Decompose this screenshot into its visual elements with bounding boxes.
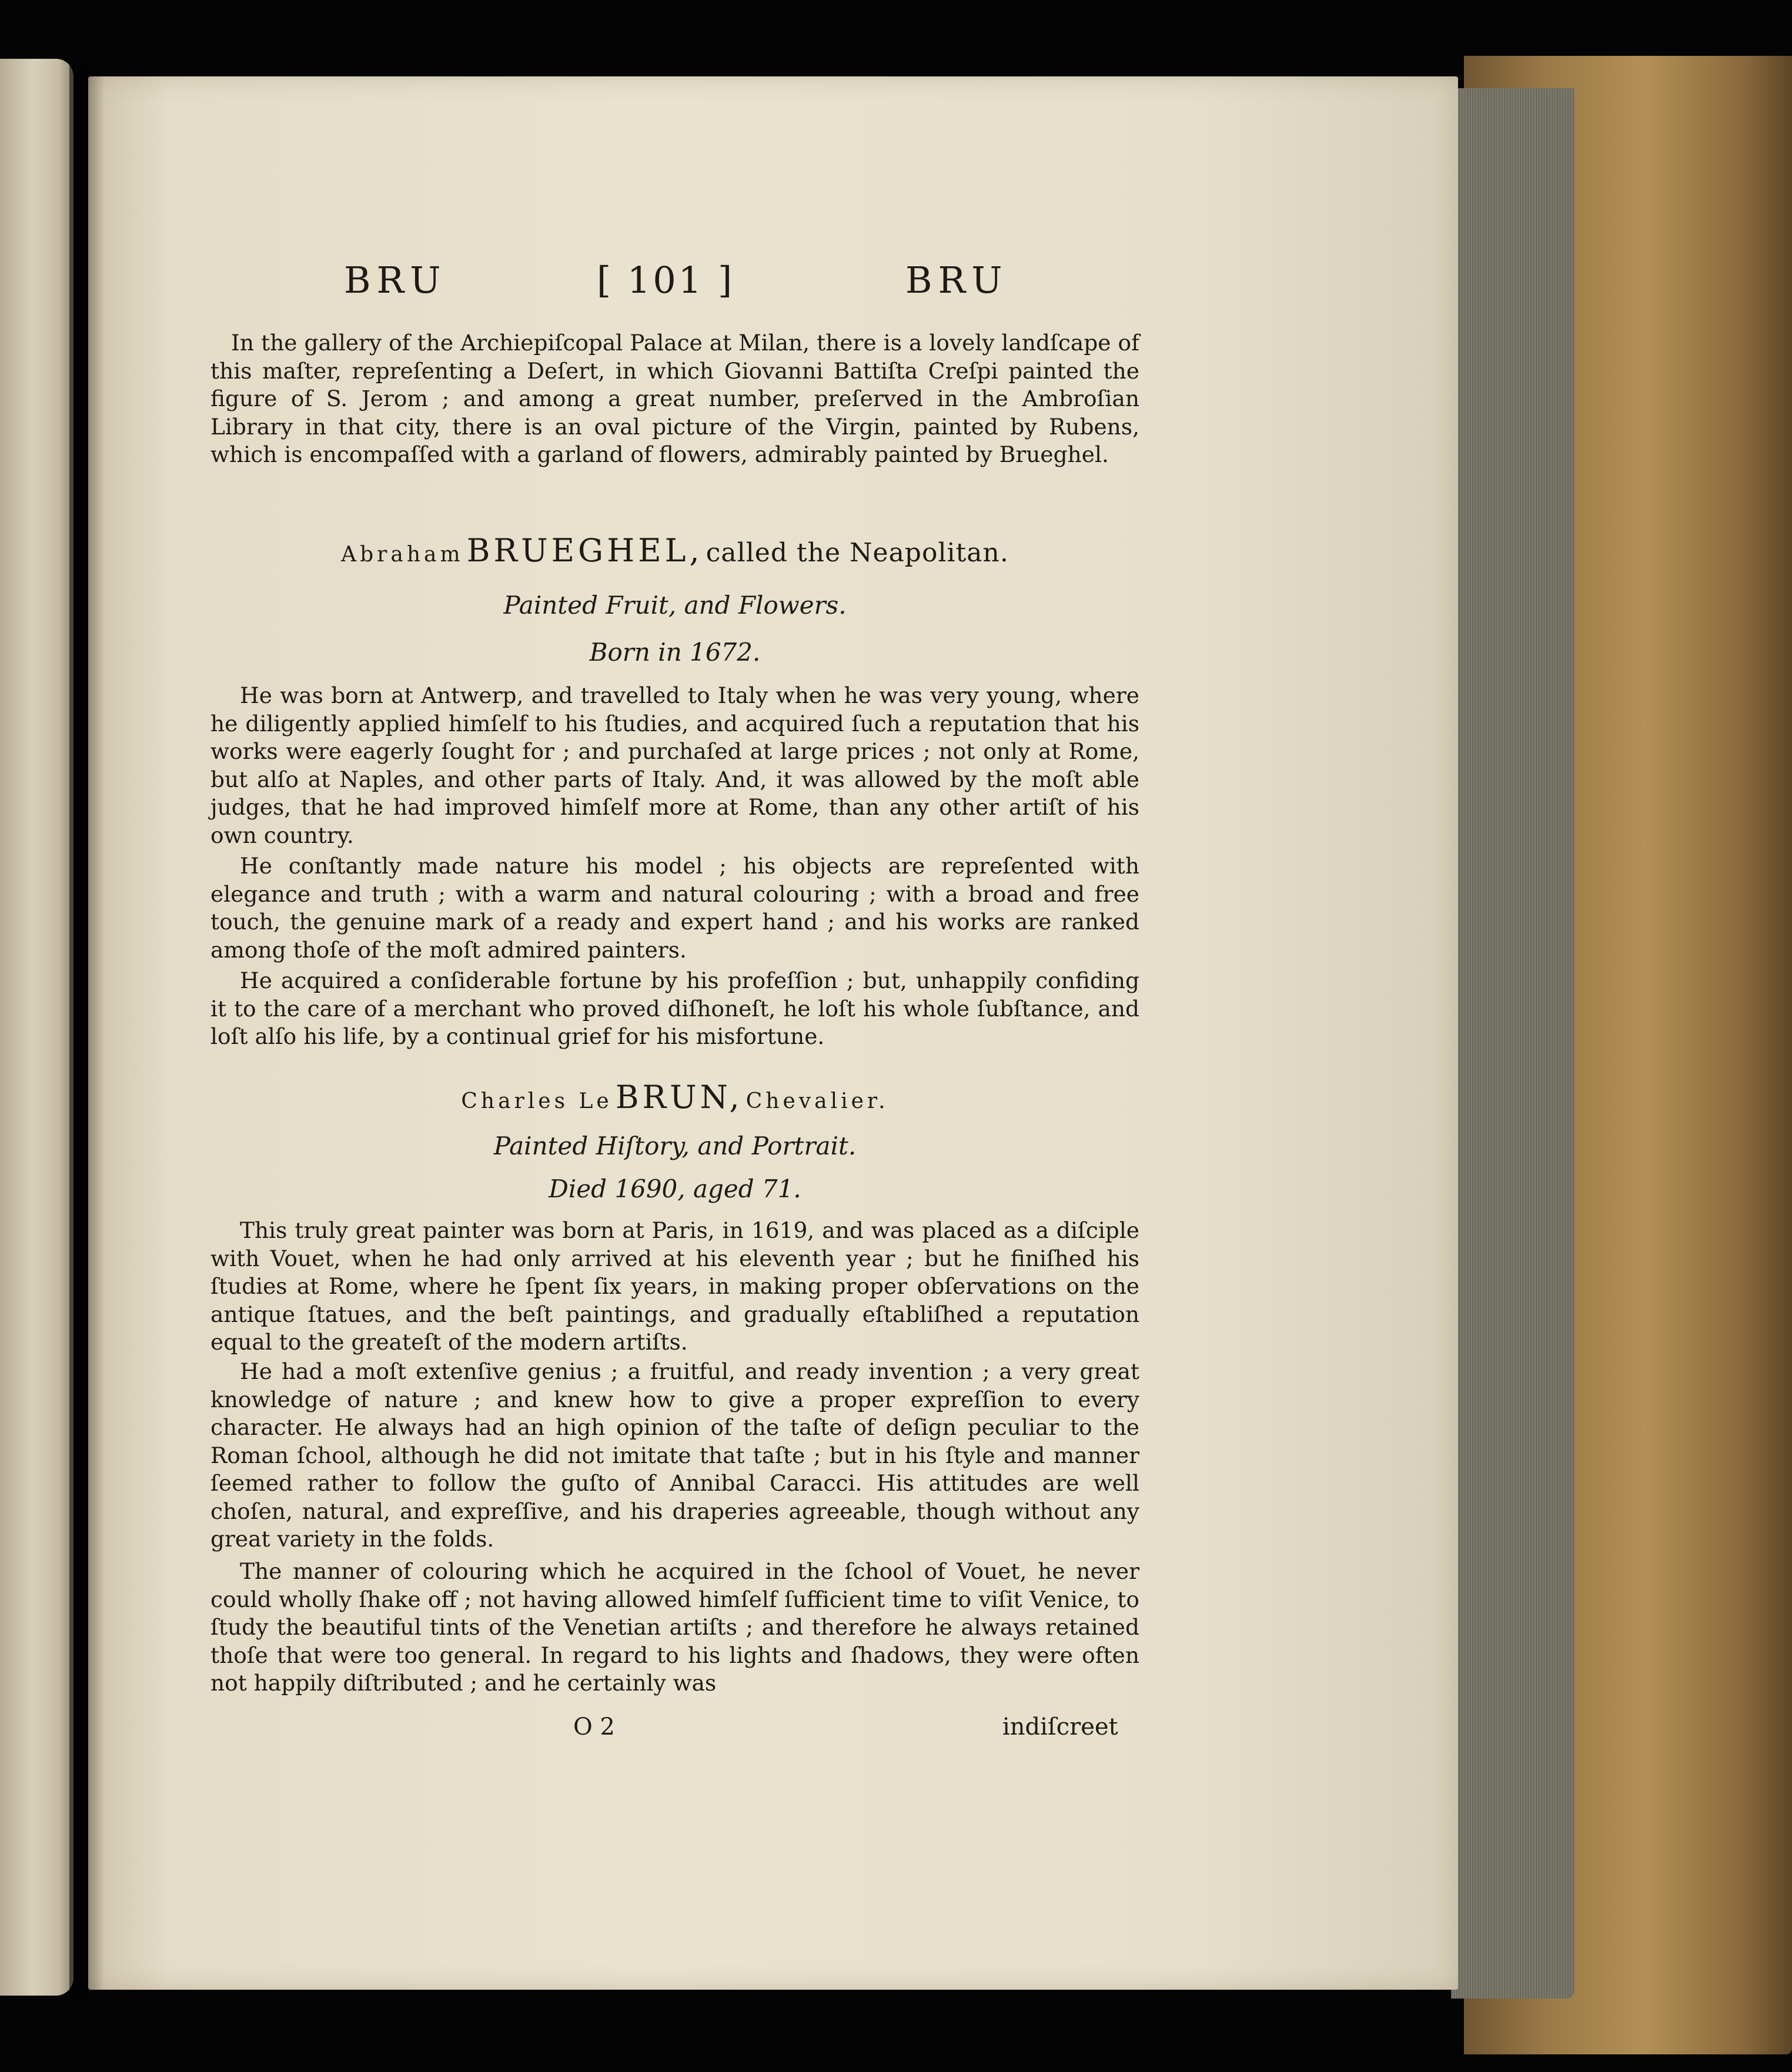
entry-paragraph: He had a moſt extenſive genius ; a fruitful, and ready invention ; a very great knowledge of nature ; and knew how to give a proper expreſſion to every character. He always had an high opinion of the taſte of deſign peculiar to the Roman ſchool, although he did not imitate that taſte ; but in his ſtyle and manner ſeemed rather to follow the guſto of Annibal Caracci. His attitudes are well choſen, natural, and expreſſive, and his draperies agreeable, though without any great variety in the folds. bbox=[210, 1358, 1139, 1552]
left-page-edge bbox=[0, 59, 73, 1996]
entry-heading-le-brun bbox=[210, 1079, 1139, 1116]
page-number: [ 101 ] bbox=[597, 259, 735, 302]
entry-dates: Born in 1672. bbox=[589, 638, 761, 667]
entry-paragraph: He acquired a conſiderable fortune by his profeſſion ; but, unhappily confiding it to the care of a merchant who proved diſhoneſt, he loſt his whole ſubſtance, and loſt alſo his life, by a continual grief for his misfortune. bbox=[210, 968, 1139, 1049]
entry-dates: Died 1690, aged 71. bbox=[549, 1174, 801, 1203]
intro-paragraph: In the gallery of the Archiepiſcopal Palace at Milan, there is a lovely landſcape of this maſter, repreſenting a Deſert, in which Giovanni Battiſta Creſpi painted the figure of S. Jerom ; and among a great number, preſerved in the Ambroſian Library in that city, there is an oval picture of the Virgin, painted by Rubens, which is encompaſſed with a garland of flowers, admirably painted by Brueghel. bbox=[210, 330, 1139, 467]
gutter-shadow bbox=[69, 65, 105, 1999]
entry-paragraph: He was born at Antwerp, and travelled to Italy when he was very young, where he diligently applied himſelf to his ſtudies, and acquired ſuch a reputation that his works were eagerly ſought for ; and purchaſed at large prices ; not only at Rome, but alſo at Naples, and other parts of Italy. And, it was allowed by the moſt able judges, that he had improved himſelf more at Rome, than any other artiſt of his own country. bbox=[210, 682, 1139, 848]
entry-subtitle: Painted Hiſtory, and Portrait. bbox=[493, 1132, 857, 1160]
entry-name-first: Abraham bbox=[341, 543, 464, 567]
entry-name-last: BRUN, bbox=[615, 1079, 743, 1116]
entry-paragraph: This truly great painter was born at Paris, in 1619, and was placed as a diſciple with Vouet, when he had only arrived at his eleventh year ; but he finiſhed his ſtudies at Rome, where he ſpent ſix years, in making proper obſervations on the antique ſtatues, and the beſt paintings, and gradually eſtabliſhed a reputation equal to the greateſt of the modern artiſts. bbox=[210, 1217, 1139, 1355]
running-head-right: BRU bbox=[905, 259, 1008, 302]
entry-paragraph: The manner of colouring which he acquired in the ſchool of Vouet, he never could wholly ſhake off ; not having allowed himſelf ſufficient time to viſit Venice, to ſtudy the beautiful tints of the Venetian artiſts ; and therefore he always retained thoſe that were too general. In regard to his lights and ſhadows, they were often not happily diſtributed ; and he certainly was bbox=[210, 1558, 1139, 1696]
entry-name-suffix: Chevalier. bbox=[745, 1089, 889, 1113]
entry-paragraph: He conſtantly made nature his model ; his objects are repreſented with elegance and truth ; with a warm and natural colouring ; with a broad and free touch, the genuine mark of a ready and expert hand ; and his works are ranked among thoſe of the moſt admired painters. bbox=[210, 853, 1139, 963]
catchword: indiſcreet bbox=[1002, 1713, 1118, 1740]
entry-heading-brueghel bbox=[210, 532, 1139, 569]
page-edges bbox=[1451, 88, 1574, 1999]
entry-subtitle: Painted Fruit, and Flowers. bbox=[503, 591, 847, 620]
entry-name-first: Charles Le bbox=[461, 1089, 613, 1113]
entry-name-last: BRUEGHEL, bbox=[466, 532, 703, 569]
signature-mark: O 2 bbox=[573, 1713, 615, 1740]
entry-name-suffix: called the Neapolitan. bbox=[706, 538, 1009, 568]
running-head-left: BRU bbox=[344, 259, 447, 302]
